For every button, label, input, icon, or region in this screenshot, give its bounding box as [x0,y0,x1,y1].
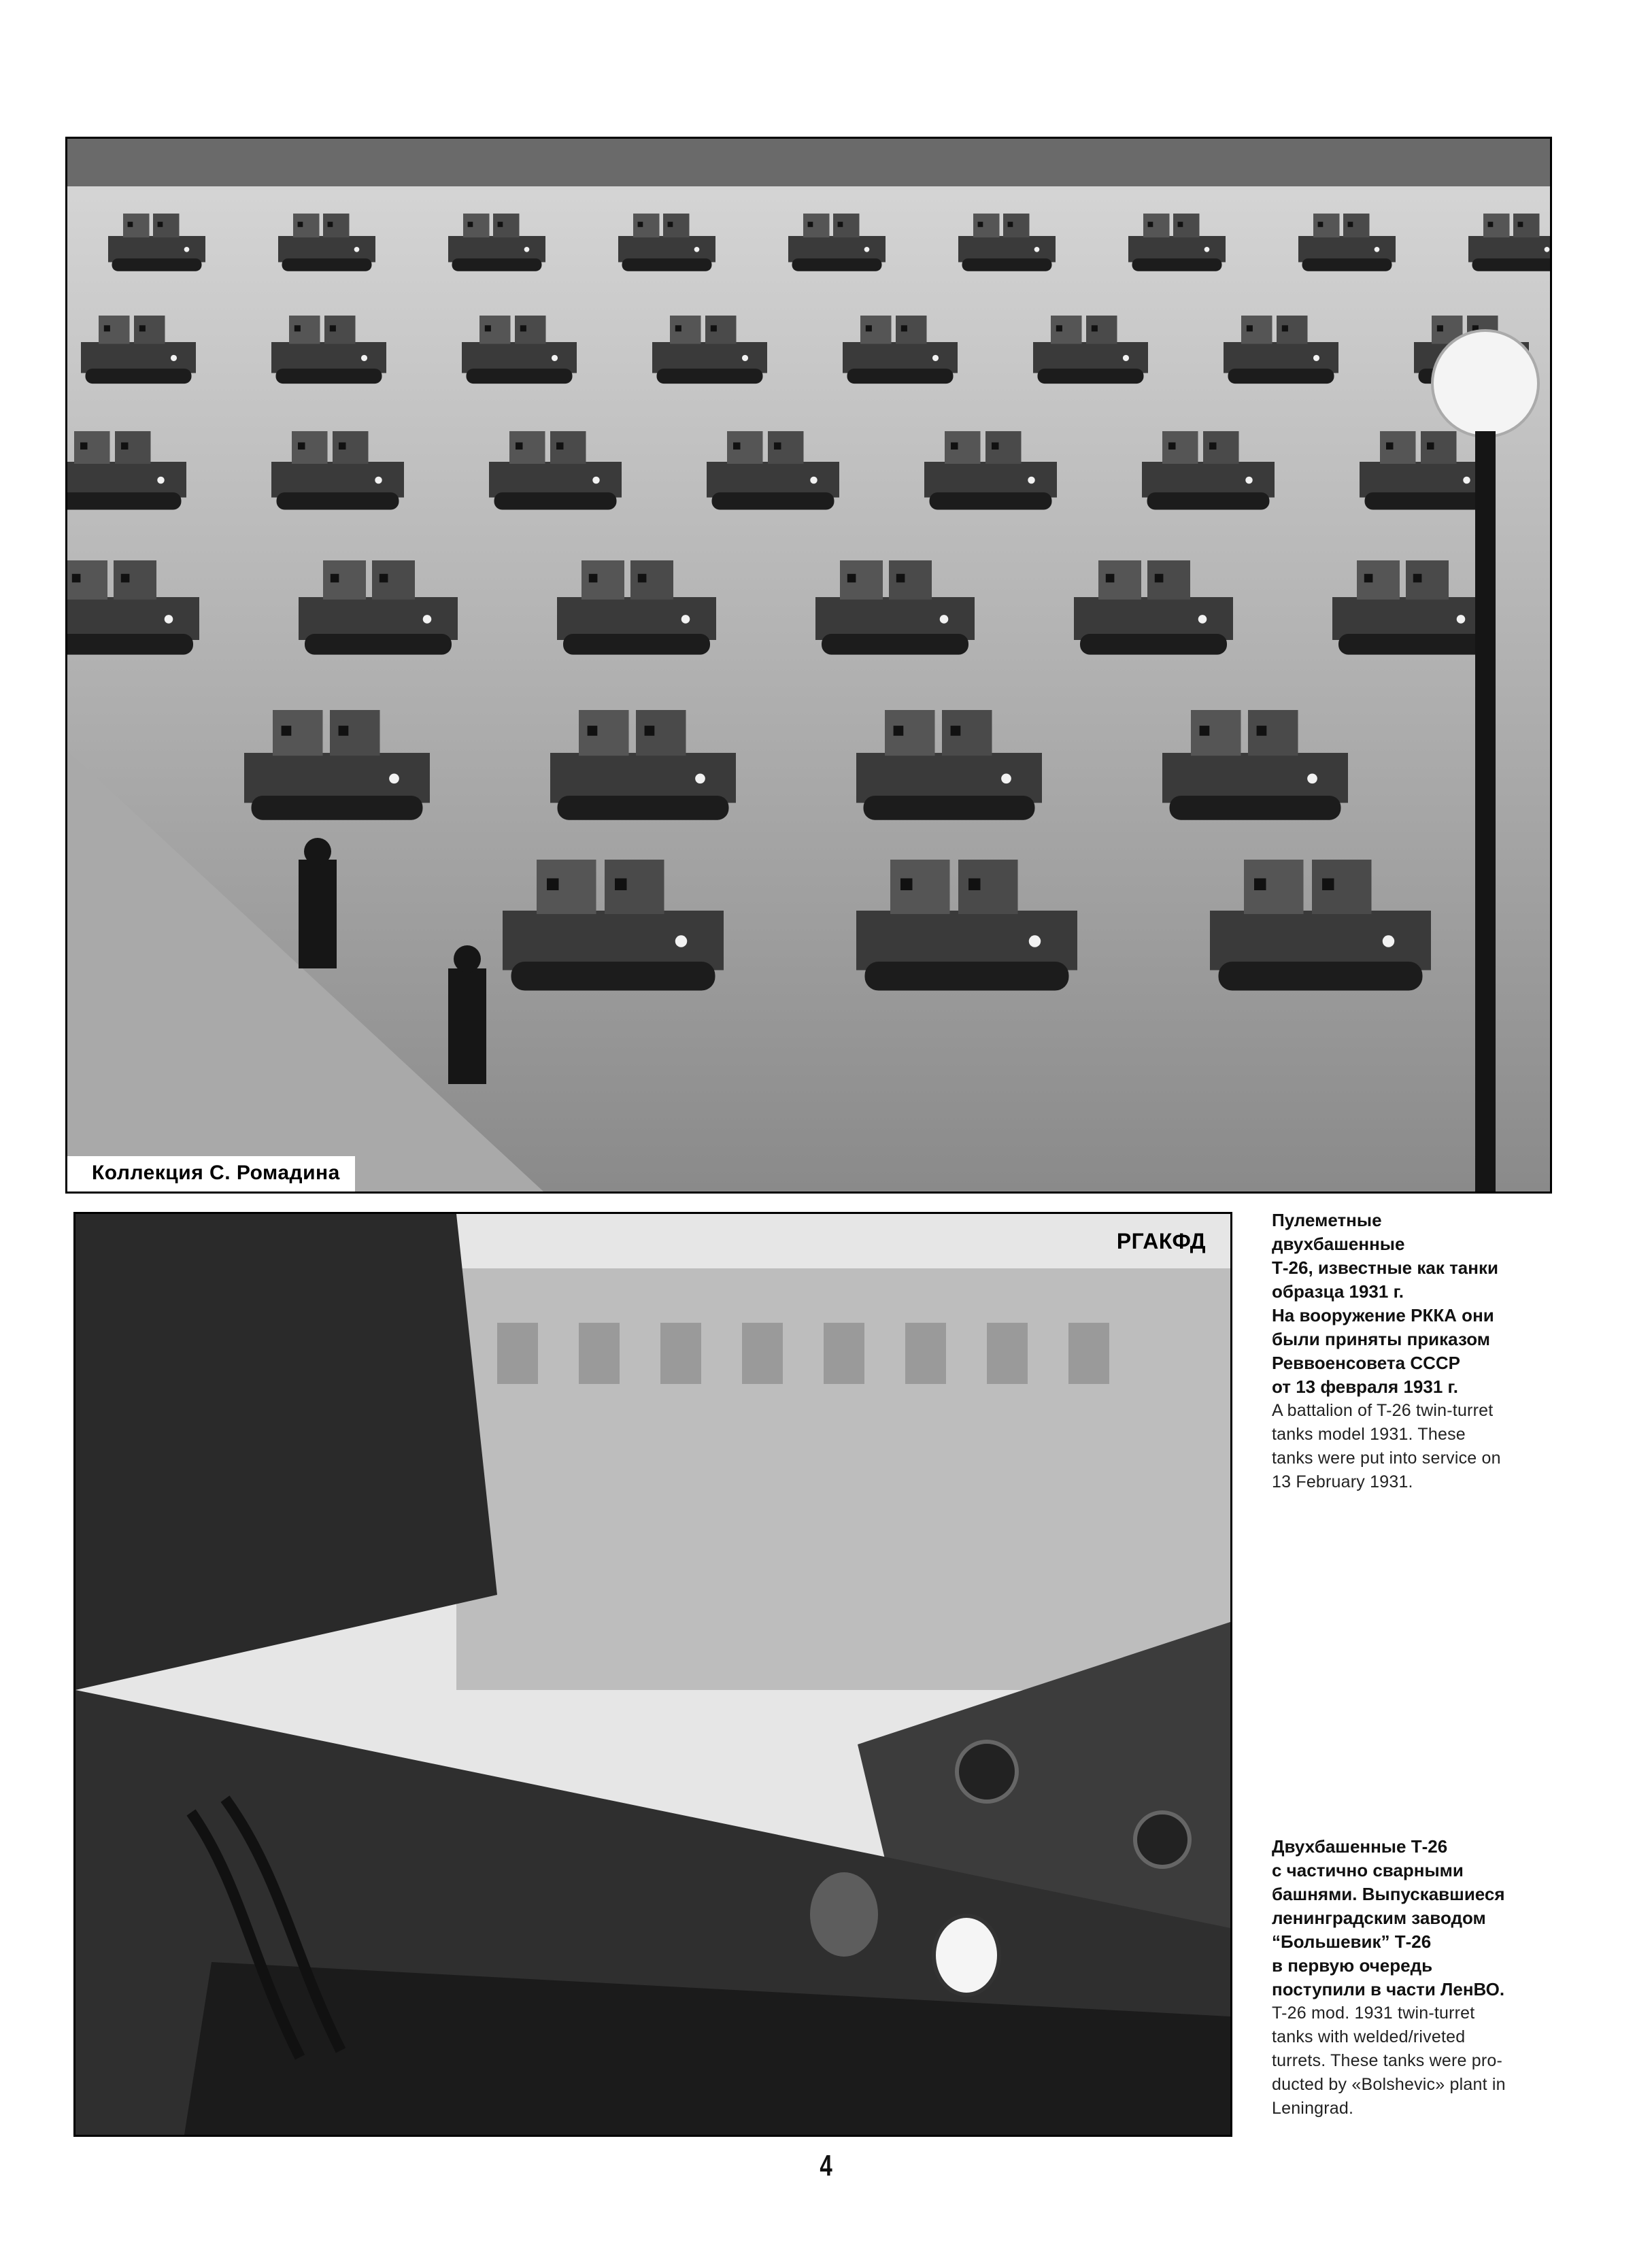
caption-ru-line: с частично сварными [1272,1860,1464,1880]
caption-ru-line: Двухбашенные Т-26 [1272,1836,1448,1857]
caption-en-line: T-26 mod. 1931 twin-turret [1272,2004,1475,2023]
page-number: 4 [820,2149,832,2182]
caption-en-line: tanks with welded/riveted [1272,2027,1466,2046]
caption-ru-line: Реввоенсовета СССР [1272,1353,1461,1373]
caption-ru-line: “Большевик” Т-26 [1272,1931,1432,1952]
caption-ru-line: Т-26, известные как танки [1272,1257,1498,1278]
caption-ru-line: Пулеметные [1272,1210,1382,1230]
caption-ru-line: двухбашенные [1272,1234,1405,1254]
caption-en-line: turrets. These tanks were pro- [1272,2051,1503,2070]
photo-credit-top: Коллекция С. Ромадина [67,1156,355,1192]
caption-en-line: 13 February 1931. [1272,1472,1413,1491]
caption-ru-line: от 13 февраля 1931 г. [1272,1376,1458,1397]
caption-ru-line: были приняты приказом [1272,1329,1491,1349]
caption-ru-line: образца 1931 г. [1272,1281,1404,1302]
caption-bottom-photo [1272,1835,1557,2121]
tank-closeup-image [75,1214,1230,2135]
parade-photo [65,137,1552,1194]
caption-ru-line: в первую очередь [1272,1955,1433,1976]
photo-credit-bottom: РГАКФД [1116,1229,1206,1253]
caption-ru-line: ленинградским заводом [1272,1908,1486,1928]
tank-parade-image [67,139,1550,1192]
caption-ru-line: поступили в части ЛенВО. [1272,1979,1505,1999]
caption-en-line: tanks model 1931. These [1272,1425,1466,1444]
caption-en-line: Leningrad. [1272,2099,1354,2118]
caption-top-photo [1272,1209,1557,1494]
caption-ru-line: На вооружение РККА они [1272,1305,1494,1325]
caption-en-line: A battalion of T-26 twin-turret [1272,1401,1494,1420]
caption-ru-line: башнями. Выпускавшиеся [1272,1884,1505,1904]
closeup-photo [73,1212,1232,2137]
caption-en-line: ducted by «Bolshevic» plant in [1272,2075,1506,2094]
caption-en-line: tanks were put into service on [1272,1449,1501,1468]
